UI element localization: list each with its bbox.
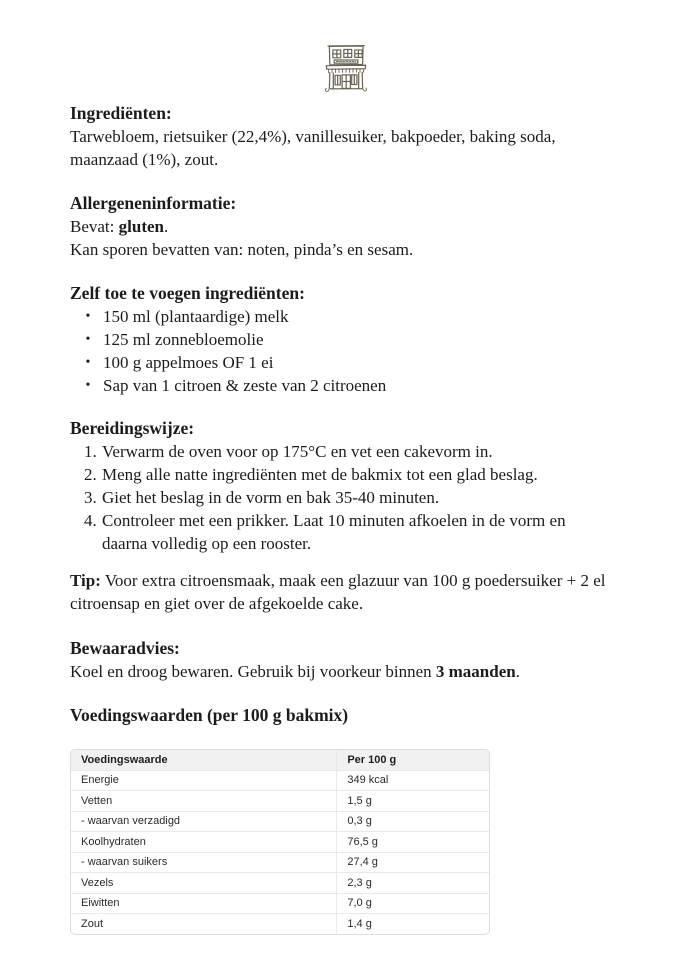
- storage-prefix: Koel en droog bewaren. Gebruik bij voorkeur binnen: [70, 662, 436, 681]
- storefront-icon: [318, 38, 374, 96]
- section-storage: [70, 637, 625, 683]
- table-row: [71, 893, 489, 914]
- list-item: [70, 374, 625, 397]
- ingredients-line: Tarwebloem, rietsuiker (22,4%), vanillesuiker, bakpoeder, baking soda,: [70, 127, 556, 146]
- storage-duration: 3 maanden: [435, 662, 516, 681]
- list-item: [70, 328, 625, 351]
- step-text: [102, 509, 566, 555]
- table-row: [71, 790, 489, 811]
- contains-prefix: Bevat:: [70, 217, 119, 236]
- nutrient-value: 7,0 g: [347, 897, 372, 909]
- nutrient-value: 349 kcal: [347, 774, 389, 786]
- nutrient-value: 0,3 g: [347, 815, 372, 827]
- bullet-icon: •: [85, 355, 91, 370]
- nutrient-value: 76,5 g: [347, 835, 378, 848]
- step-item: [70, 509, 625, 555]
- step-text: Meng alle natte ingrediënten met de bakmix tot een glad beslag.: [102, 465, 538, 484]
- storage-text: [70, 660, 625, 683]
- section-preparation: [70, 417, 625, 555]
- list-item-text: 125 ml zonnebloemolie: [103, 330, 264, 349]
- section-tip: [70, 569, 625, 615]
- preparation-heading: Bereidingswijze:: [70, 418, 195, 438]
- ingredients-heading: Ingrediënten:: [70, 103, 172, 123]
- step-number: 4.: [84, 511, 97, 530]
- allergens-traces: Kan sporen bevatten van: noten, pinda’s en sesam.: [70, 240, 414, 259]
- nutrient-label: - waarvan verzadigd: [71, 812, 337, 832]
- table-row: [71, 852, 489, 873]
- contains-suffix: .: [163, 217, 169, 236]
- table-header-row: [71, 750, 489, 770]
- nutrient-value: 27,4 g: [347, 856, 378, 868]
- nutrient-label: - waarvan suikers: [71, 853, 337, 873]
- list-item-text: Sap van 1 citroen & zeste van 2 citroenen: [103, 376, 387, 395]
- step-number: 1.: [84, 442, 97, 461]
- step-item: [70, 486, 625, 509]
- nutrient-value: 1,5 g: [347, 794, 372, 807]
- nutrient-label: Energie: [71, 771, 337, 791]
- tip-text: Voor extra citroensmaak, maak een glazuur van 100 g poedersuiker + 2 el: [100, 571, 606, 590]
- table-row: [71, 872, 489, 893]
- step-text-line: Controleer met een prikker. Laat 10 minuten afkoelen in de vorm en: [102, 511, 566, 530]
- table-row: [71, 831, 489, 852]
- tip-line: citroensap en giet over de afgekoelde cake.: [70, 594, 364, 613]
- nutrition-heading: Voedingswaarden (per 100 g bakmix): [70, 705, 349, 725]
- table-row: [71, 811, 489, 832]
- nutrient-label: Zout: [71, 914, 337, 934]
- storage-heading: Bewaaradvies:: [70, 638, 180, 658]
- label-content: [0, 102, 691, 935]
- ingredients-line: maanzaad (1%), zout.: [70, 150, 219, 169]
- section-allergens: [70, 192, 625, 261]
- nutrient-label: Vetten: [71, 791, 337, 811]
- bullet-icon: •: [85, 309, 91, 324]
- table-row: [71, 913, 489, 934]
- nutrient-label: Vezels: [71, 873, 337, 893]
- allergens-contains: [70, 215, 625, 238]
- list-item-text: 150 ml (plantaardige) melk: [103, 307, 289, 326]
- step-number: 2.: [84, 465, 97, 484]
- nutrition-table: [70, 749, 490, 935]
- bullet-icon: •: [85, 332, 91, 347]
- table-header-value: Per 100 g: [347, 753, 397, 766]
- section-add-yourself: [70, 282, 625, 397]
- tip-line: [70, 569, 625, 592]
- nutrient-value: 2,3 g: [347, 876, 372, 889]
- step-text: Giet het beslag in de vorm en bak 35-40 minuten.: [102, 488, 440, 507]
- list-item: [70, 305, 625, 328]
- list-item-text: 100 g appelmoes OF 1 ei: [103, 353, 274, 372]
- nutrient-label: Koolhydraten: [71, 832, 337, 852]
- section-ingredients: [70, 102, 625, 171]
- add-yourself-heading: Zelf toe te voegen ingrediënten:: [70, 283, 305, 303]
- section-nutrition: [70, 704, 625, 935]
- step-text-line: daarna volledig op een rooster.: [102, 534, 312, 553]
- list-item: [70, 351, 625, 374]
- table-header-label: Voedingswaarde: [71, 750, 337, 770]
- storage-suffix: .: [515, 662, 520, 681]
- step-number: 3.: [84, 488, 97, 507]
- bullet-icon: •: [85, 378, 91, 393]
- allergens-heading: Allergeneninformatie:: [70, 193, 237, 213]
- nutrient-label: Eiwitten: [71, 894, 337, 914]
- table-row: [71, 770, 489, 791]
- contains-allergen: gluten: [118, 217, 164, 236]
- nutrient-value: 1,4 g: [347, 917, 372, 930]
- step-text: Verwarm de oven voor op 175°C en vet een cakevorm in.: [102, 442, 493, 461]
- logo-container: [0, 0, 691, 96]
- step-item: [70, 463, 625, 486]
- tip-label: Tip:: [70, 571, 101, 590]
- step-item: [70, 440, 625, 463]
